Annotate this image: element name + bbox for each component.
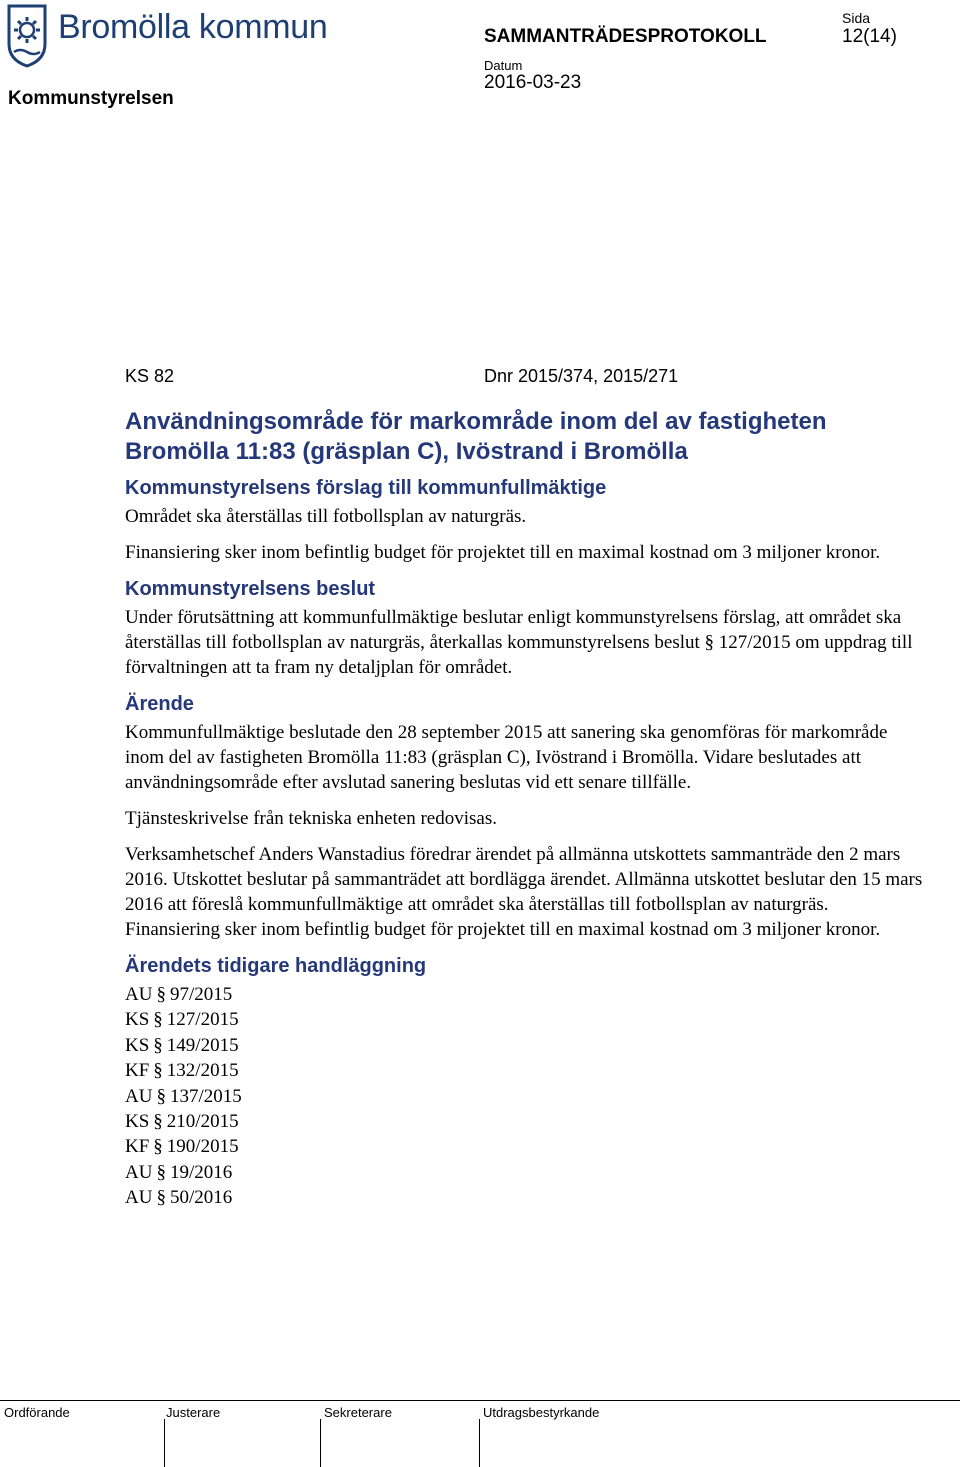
matter-paragraph: Verksamhetschef Anders Wanstadius föredrar ärendet på allmänna utskottets sammanträde den 2 mars 2016. Utskottet beslutar på sammanträdet att bordlägga ärendet. Allmänna utskottet beslutar den 15 mars 2016 att föreslå kommunfullmäktige att området ska återställas till fotbollsplan av naturgräs. Finansiering sker inom befintlig budget för projektet till en maximal kostnad om 3 miljoner kronor. [125,844,923,940]
decision-text: Under förutsättning att kommunfullmäktige beslutar enligt kommunstyrelsens förslag, att området ska återställas till fotbollsplan av naturgräs, återkallas kommunstyrelsens beslut [125,607,902,653]
history-ref: 50/2016 [169,1187,233,1209]
section-sign: § [153,1136,163,1158]
proposal-heading: Kommunstyrelsens förslag till kommunfullmäktige [125,477,607,499]
decision-paragraph [125,605,925,680]
history-ref: 19/2016 [169,1161,233,1183]
committee-name: Kommunstyrelsen [8,88,174,109]
history-ref: 149/2015 [166,1034,239,1056]
history-item [125,1185,925,1210]
history-item [125,982,925,1007]
date-label: Datum [484,58,523,73]
footer-divider [479,1419,480,1467]
history-item [125,1058,925,1083]
history-body: KS [125,1111,150,1133]
history-body: KF [125,1136,150,1158]
history-body: AU [125,1085,153,1107]
history-ref: 132/2015 [166,1060,239,1082]
section-sign: § [156,1085,166,1107]
item-title: Användningsområde för markområde inom del av fastigheten Bromölla 11:83 (gräsplan C), Ivöstrand i Bromölla [125,408,827,465]
certification-label: Utdragsbestyrkande [483,1405,600,1420]
section-sign: § [704,632,715,653]
history-ref: 137/2015 [169,1085,242,1107]
history-item [125,1033,925,1058]
history-item [125,1084,925,1109]
meeting-date: 2016-03-23 [484,72,582,93]
page-number: 12(14) [842,26,897,47]
item-number: KS 82 [125,366,175,386]
decision-text: 127/2015 om uppdrag till förvaltningen att ta fram ny detaljplan för området. [125,632,913,678]
document-type: SAMMANTRÄDESPROTOKOLL [484,26,767,47]
adjuster-label: Justerare [166,1405,221,1420]
history-body: AU [125,1187,153,1209]
municipality-name: Bromölla kommun [58,8,328,46]
section-sign: § [156,1161,166,1183]
proposal-paragraph: Området ska återställas till fotbollsplan av naturgräs. [125,506,527,527]
history-body: KS [125,1034,150,1056]
decision-heading: Kommunstyrelsens beslut [125,578,376,600]
section-sign: § [153,1111,163,1133]
section-sign: § [153,1060,163,1082]
matter-paragraph: Kommunfullmäktige beslutade den 28 september 2015 att sanering ska genomföras för markområde inom del av fastigheten Bromölla 11:83 (gräsplan C), Ivöstrand i Bromölla. Vidare beslutades att användningsområde efter avslutad sanering beslutas vid ett senare tillfälle. [125,722,888,793]
municipality-coat-of-arms-logo [6,4,48,68]
history-heading: Ärendets tidigare handläggning [125,955,427,977]
registration-number: Dnr 2015/374, 2015/271 [484,366,679,386]
history-body: KF [125,1060,150,1082]
footer-divider [164,1419,165,1467]
history-body: KS [125,1009,150,1031]
matter-paragraph: Tjänsteskrivelse från tekniska enheten redovisas. [125,808,497,829]
history-ref: 190/2015 [166,1136,239,1158]
footer-divider [320,1419,321,1467]
section-sign: § [156,1187,166,1209]
history-ref: 97/2015 [169,984,233,1005]
history-body: AU [125,1161,153,1183]
proposal-paragraph: Finansiering sker inom befintlig budget för projektet till en maximal kostnad om 3 miljoner kronor. [125,542,881,563]
history-item [125,1134,925,1159]
signature-footer [0,1400,960,1467]
section-sign: § [153,1009,163,1031]
minutes-item [125,366,925,1211]
section-sign: § [156,984,166,1005]
history-item [125,1160,925,1185]
history-ref: 210/2015 [166,1111,239,1133]
matter-heading: Ärende [125,693,194,715]
item-reference-row [125,366,925,387]
chair-label: Ordförande [4,1405,70,1420]
section-sign: § [153,1034,163,1056]
history-item [125,1007,925,1032]
history-item [125,1109,925,1134]
history-list [125,982,925,1211]
history-ref: 127/2015 [166,1009,239,1031]
history-body: AU [125,984,153,1005]
secretary-label: Sekreterare [324,1405,392,1420]
page-label: Sida [842,10,871,26]
